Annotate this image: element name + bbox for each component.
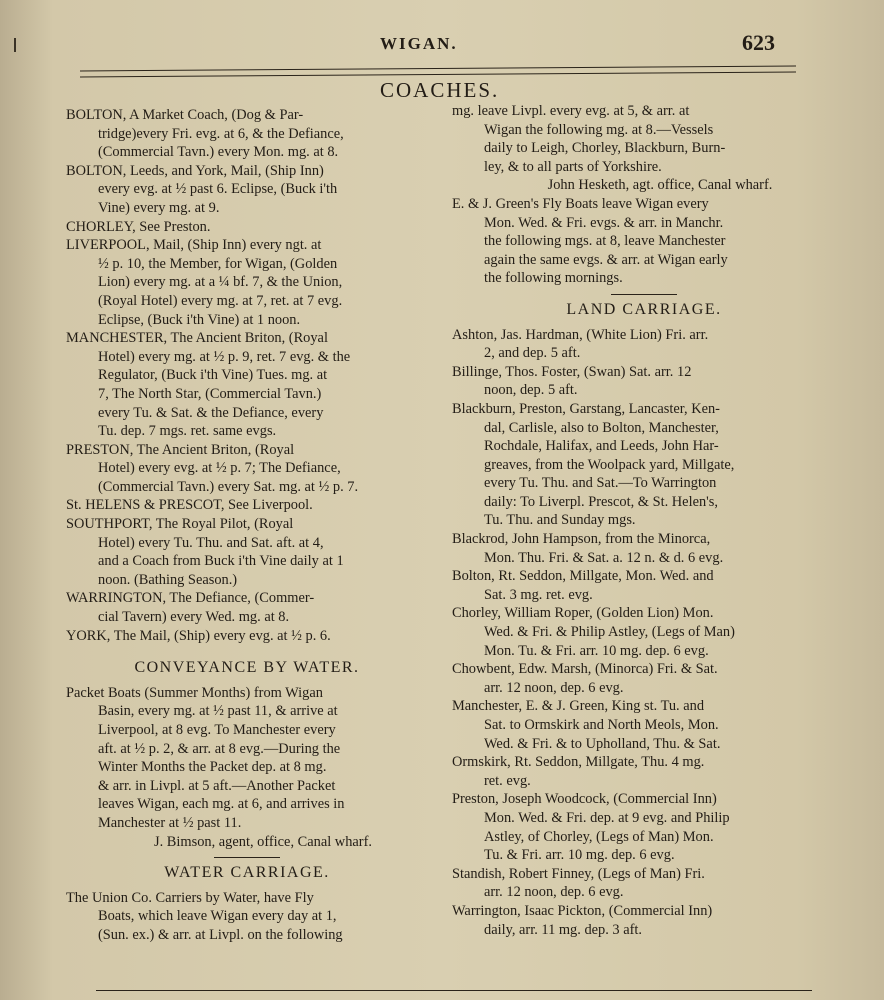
text-line: Wigan the following mg. at 8.—Vessels [484, 121, 714, 138]
text-line: J. Bimson, agent, office, Canal wharf. [154, 833, 372, 850]
text-line: Ashton, Jas. Hardman, (White Lion) Fri. arr. [452, 326, 709, 343]
text-line: Astley, of Chorley, (Legs of Man) Mon. [484, 828, 714, 845]
text-line: ½ p. 10, the Member, for Wigan, (Golden [98, 255, 338, 272]
text-line: Hotel) every mg. at ½ p. 9, ret. 7 evg. & the [98, 348, 351, 365]
text-line: leaves Wigan, each mg. at 6, and arrives in [98, 796, 345, 813]
text-line: Preston, Joseph Woodcock, (Commercial Inn) [452, 791, 717, 808]
text-line: Manchester, E. & J. Green, King st. Tu. and [452, 698, 705, 715]
text-line: CHORLEY, See Preston. [66, 218, 211, 235]
text-line: 2, and dep. 5 aft. [484, 345, 581, 362]
text-line: John Hesketh, agt. office, Canal wharf. [547, 177, 773, 194]
text-line: Chorley, William Roper, (Golden Lion) Mon. [452, 605, 714, 622]
coaches-list [66, 106, 428, 645]
text-line: and a Coach from Buck i'th Vine daily at 1 [98, 553, 344, 570]
text-line: Tu. dep. 7 mgs. ret. same evgs. [98, 423, 277, 440]
text-line: dal, Carlisle, also to Bolton, Manchester, [484, 419, 719, 436]
text-line: noon. (Bathing Season.) [98, 571, 238, 588]
text-line: (Commercial Tavn.) every Sat. mg. at ½ p. 7. [98, 478, 359, 495]
land-carriage-list [452, 326, 836, 940]
section-divider [611, 294, 677, 295]
text-line: Tu. Thu. and Sunday mgs. [484, 512, 636, 529]
text-line: Mon. Thu. Fri. & Sat. a. 12 n. & d. 6 evg. [484, 549, 724, 566]
water-carriage-continued [452, 102, 836, 288]
footer-rule [96, 990, 812, 991]
text-line: Liverpool, at 8 evg. To Manchester every [98, 722, 336, 738]
text-line: Hotel) every Tu. Thu. and Sat. aft. at 4, [98, 534, 324, 551]
text-line: Chowbent, Edw. Marsh, (Minorca) Fri. & Sat. [452, 661, 718, 678]
text-line: Packet Boats (Summer Months) from Wigan [66, 684, 323, 701]
text-line: greaves, from the Woolpack yard, Millgate, [484, 456, 735, 473]
text-line: Vine) every mg. at 9. [98, 199, 220, 216]
text-line: every evg. at ½ past 6. Eclipse, (Buck i'th [98, 181, 338, 198]
text-line: (Sun. ex.) & arr. at Livpl. on the following [98, 926, 343, 943]
text-line: aft. at ½ p. 2, & arr. at 8 evg.—During the [98, 740, 341, 757]
text-line: SOUTHPORT, The Royal Pilot, (Royal [66, 516, 294, 533]
text-line: Wed. & Fri. & Philip Astley, (Legs of Man) [484, 624, 735, 641]
text-line: mg. leave Livpl. every evg. at 5, & arr. at [452, 103, 690, 119]
text-line: E. & J. Green's Fly Boats leave Wigan every [452, 195, 709, 212]
text-line: ley, & to all parts of Yorkshire. [484, 158, 662, 175]
header-rule [80, 72, 796, 78]
text-line: Mon. Wed. & Fri. evgs. & arr. in Manchr. [484, 214, 724, 231]
header-rule [80, 66, 796, 72]
text-line: YORK, The Mail, (Ship) every evg. at ½ p. 6. [66, 627, 331, 644]
text-line: Warrington, Isaac Pickton, (Commercial Inn) [452, 902, 713, 919]
text-line: Rochdale, Halifax, and Leeds, John Har- [484, 438, 719, 455]
text-line: Bolton, Rt. Seddon, Millgate, Mon. Wed. and [452, 568, 714, 585]
text-line: Sat. to Ormskirk and North Meols, Mon. [484, 717, 719, 733]
text-line: Lion) every mg. at a ¼ bf. 7, & the Union, [98, 274, 343, 291]
text-line: (Royal Hotel) every mg. at 7, ret. at 7 evg. [98, 292, 343, 309]
text-line: & arr. in Livpl. at 5 aft.—Another Packet [98, 777, 336, 794]
text-line: Mon. Tu. & Fri. arr. 10 mg. dep. 6 evg. [484, 642, 709, 659]
text-line: arr. 12 noon, dep. 6 evg. [484, 884, 624, 901]
text-line: Sat. 3 mg. ret. evg. [484, 586, 593, 603]
section-heading-land-carriage: LAND CARRIAGE. [566, 300, 722, 318]
section-heading-coaches: COACHES. [380, 78, 500, 102]
text-line: Hotel) every evg. at ½ p. 7; The Defiance, [98, 460, 341, 477]
text-line: noon, dep. 5 aft. [484, 382, 578, 399]
text-line: BOLTON, A Market Coach, (Dog & Par- [66, 107, 304, 123]
text-line: arr. 12 noon, dep. 6 evg. [484, 679, 624, 696]
section-heading-water-carriage: WATER CARRIAGE. [164, 864, 330, 882]
text-line: Eclipse, (Buck i'th Vine) at 1 noon. [98, 311, 301, 328]
text-line: the following mgs. at 8, leave Manchester [484, 233, 726, 250]
text-line: Wed. & Fri. & to Upholland, Thu. & Sat. [484, 735, 721, 752]
text-line: daily, arr. 11 mg. dep. 3 aft. [484, 921, 642, 938]
text-line: Tu. & Fri. arr. 10 mg. dep. 6 evg. [484, 847, 675, 864]
text-line: 7, The North Star, (Commercial Tavn.) [98, 385, 322, 402]
section-heading-water-conveyance: CONVEYANCE BY WATER. [134, 659, 360, 677]
text-line: Mon. Wed. & Fri. dep. at 9 evg. and Philip [484, 809, 730, 826]
text-line: WARRINGTON, The Defiance, (Commer- [66, 590, 315, 607]
text-line: Winter Months the Packet dep. at 8 mg. [98, 759, 327, 776]
text-line: Basin, every mg. at ½ past 11, & arrive at [98, 703, 338, 720]
water-carriage-list [66, 889, 428, 945]
text-line: the following mornings. [484, 270, 623, 287]
text-line: again the same evgs. & arr. at Wigan early [484, 251, 728, 268]
right-column [452, 102, 836, 939]
margin-mark [14, 38, 16, 52]
text-line: Blackburn, Preston, Garstang, Lancaster, Ken- [452, 400, 720, 417]
text-line: every Tu. & Sat. & the Defiance, every [98, 404, 324, 421]
text-line: BOLTON, Leeds, and York, Mail, (Ship Inn) [66, 162, 324, 179]
text-line: cial Tavern) every Wed. mg. at 8. [98, 609, 290, 626]
text-line: Blackrod, John Hampson, from the Minorca, [452, 531, 711, 548]
text-line: (Commercial Tavn.) every Mon. mg. at 8. [98, 144, 339, 161]
text-line: Ormskirk, Rt. Seddon, Millgate, Thu. 4 mg. [452, 754, 705, 771]
text-line: Manchester at ½ past 11. [98, 814, 242, 831]
water-conveyance-list [66, 684, 428, 851]
section-divider [214, 857, 280, 858]
text-line: tridge)every Fri. evg. at 6, & the Defiance, [98, 125, 344, 142]
text-line: Boats, which leave Wigan every day at 1, [98, 908, 337, 925]
text-line: daily to Leigh, Chorley, Blackburn, Burn- [484, 140, 726, 157]
text-line: Regulator, (Buck i'th Vine) Tues. mg. at [98, 367, 328, 384]
text-line: Standish, Robert Finney, (Legs of Man) Fri. [452, 865, 705, 882]
text-line: St. HELENS & PRESCOT, See Liverpool. [66, 497, 313, 514]
text-line: PRESTON, The Ancient Briton, (Royal [66, 441, 295, 458]
text-line: daily: To Liverpl. Prescot, & St. Helen's, [484, 493, 718, 510]
text-line: ret. evg. [484, 772, 531, 789]
page-number: 623 [742, 30, 775, 55]
text-line: MANCHESTER, The Ancient Briton, (Royal [66, 330, 328, 347]
left-column [66, 106, 428, 945]
text-line: Billinge, Thos. Foster, (Swan) Sat. arr. 12 [452, 363, 692, 380]
text-line: every Tu. Thu. and Sat.—To Warrington [484, 475, 717, 492]
running-title: WIGAN. [380, 34, 458, 53]
text-line: The Union Co. Carriers by Water, have Fly [66, 889, 314, 906]
text-line: LIVERPOOL, Mail, (Ship Inn) every ngt. at [66, 237, 322, 254]
